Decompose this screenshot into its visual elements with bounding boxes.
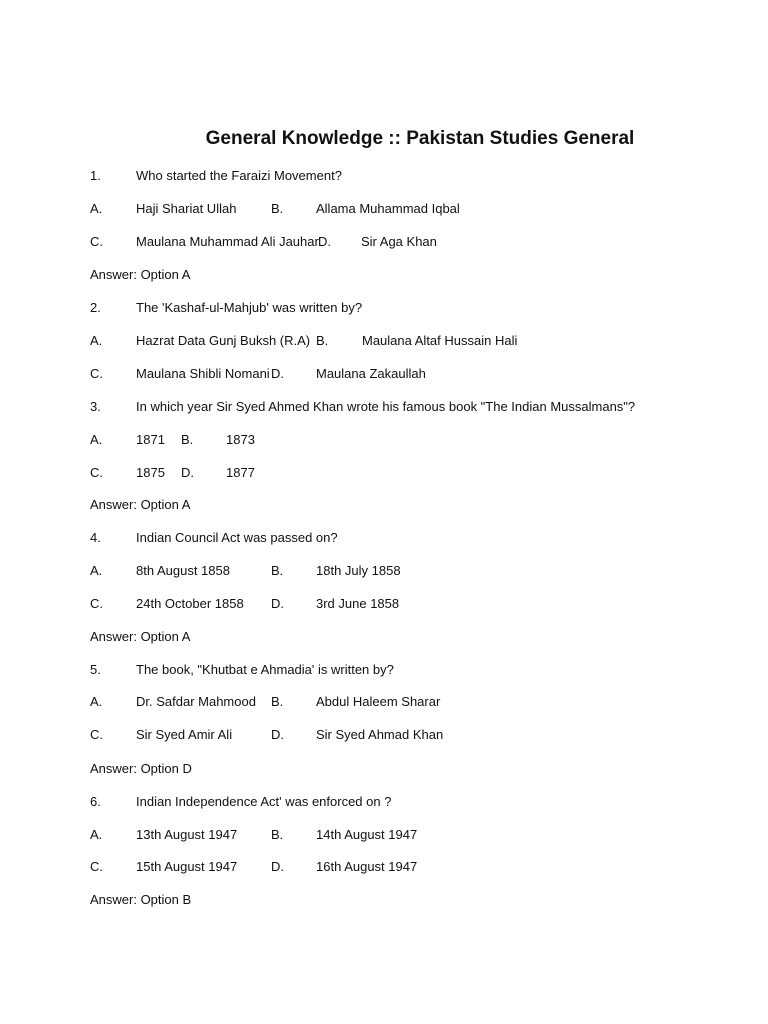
answer-text: Answer: Option A (90, 629, 191, 644)
question-number: 4. (90, 530, 101, 545)
answer-text: Answer: Option A (90, 267, 191, 282)
option-letter: B. (181, 432, 194, 447)
option-letter: A. (90, 201, 103, 216)
question-text: Indian Independence Act' was enforced on ? (136, 794, 392, 809)
option-letter: B. (271, 563, 284, 578)
option-text: 13th August 1947 (136, 827, 238, 842)
question-number: 5. (90, 662, 101, 677)
option-letter: D. (271, 859, 284, 874)
option-letter: C. (90, 366, 103, 381)
question-number: 6. (90, 794, 101, 809)
option-text: 18th July 1858 (316, 563, 401, 578)
option-letter: D. (271, 366, 284, 381)
option-text: Dr. Safdar Mahmood (136, 694, 256, 709)
option-text: Maulana Zakaullah (316, 366, 426, 381)
option-text: 16th August 1947 (316, 859, 418, 874)
option-letter: A. (90, 563, 103, 578)
option-letter: D. (271, 727, 284, 742)
question-number: 3. (90, 399, 101, 414)
option-letter: C. (90, 727, 103, 742)
option-letter: B. (316, 333, 329, 348)
option-text: Allama Muhammad Iqbal (316, 201, 460, 216)
option-text: 3rd June 1858 (316, 596, 400, 611)
option-letter: C. (90, 596, 103, 611)
option-text: 14th August 1947 (316, 827, 418, 842)
option-letter: B. (271, 201, 284, 216)
option-letter: B. (271, 827, 284, 842)
option-text: 24th October 1858 (136, 596, 244, 611)
option-text: Haji Shariat Ullah (136, 201, 237, 216)
option-letter: D. (181, 465, 194, 480)
option-text: 8th August 1858 (136, 563, 230, 578)
option-letter: D. (318, 234, 331, 249)
answer-text: Answer: Option A (90, 497, 191, 512)
option-text: 1877 (226, 465, 255, 480)
option-letter: C. (90, 859, 103, 874)
option-text: Hazrat Data Gunj Buksh (R.A) (136, 333, 311, 348)
option-text: 1873 (226, 432, 255, 447)
option-letter: A. (90, 333, 103, 348)
option-letter: A. (90, 827, 103, 842)
option-text: Maulana Shibli Nomani (136, 366, 270, 381)
option-text: Sir Syed Ahmad Khan (316, 727, 444, 742)
option-letter: C. (90, 465, 103, 480)
question-number: 2. (90, 300, 101, 315)
option-letter: A. (90, 432, 103, 447)
question-number: 1. (90, 168, 101, 183)
answer-text: Answer: Option B (90, 892, 192, 907)
option-text: 15th August 1947 (136, 859, 238, 874)
question-text: Who started the Faraizi Movement? (136, 168, 342, 183)
option-text: Sir Aga Khan (361, 234, 437, 249)
option-text: Maulana Muhammad Ali Jauhar (136, 234, 319, 249)
question-text: Indian Council Act was passed on? (136, 530, 338, 545)
option-text: Abdul Haleem Sharar (316, 694, 441, 709)
question-text: The 'Kashaf-ul-Mahjub' was written by? (136, 300, 363, 315)
question-text: In which year Sir Syed Ahmed Khan wrote his famous book "The Indian Mussalmans"? (136, 399, 636, 414)
option-letter: A. (90, 694, 103, 709)
option-text: 1875 (136, 465, 165, 480)
option-letter: B. (271, 694, 284, 709)
question-text: The book, "Khutbat e Ahmadia' is written by? (136, 662, 394, 677)
option-text: Sir Syed Amir Ali (136, 727, 233, 742)
answer-text: Answer: Option D (90, 761, 192, 776)
option-letter: D. (271, 596, 284, 611)
option-text: 1871 (136, 432, 165, 447)
option-text: Maulana Altaf Hussain Hali (362, 333, 518, 348)
option-letter: C. (90, 234, 103, 249)
page-title: General Knowledge :: Pakistan Studies General (205, 128, 635, 149)
